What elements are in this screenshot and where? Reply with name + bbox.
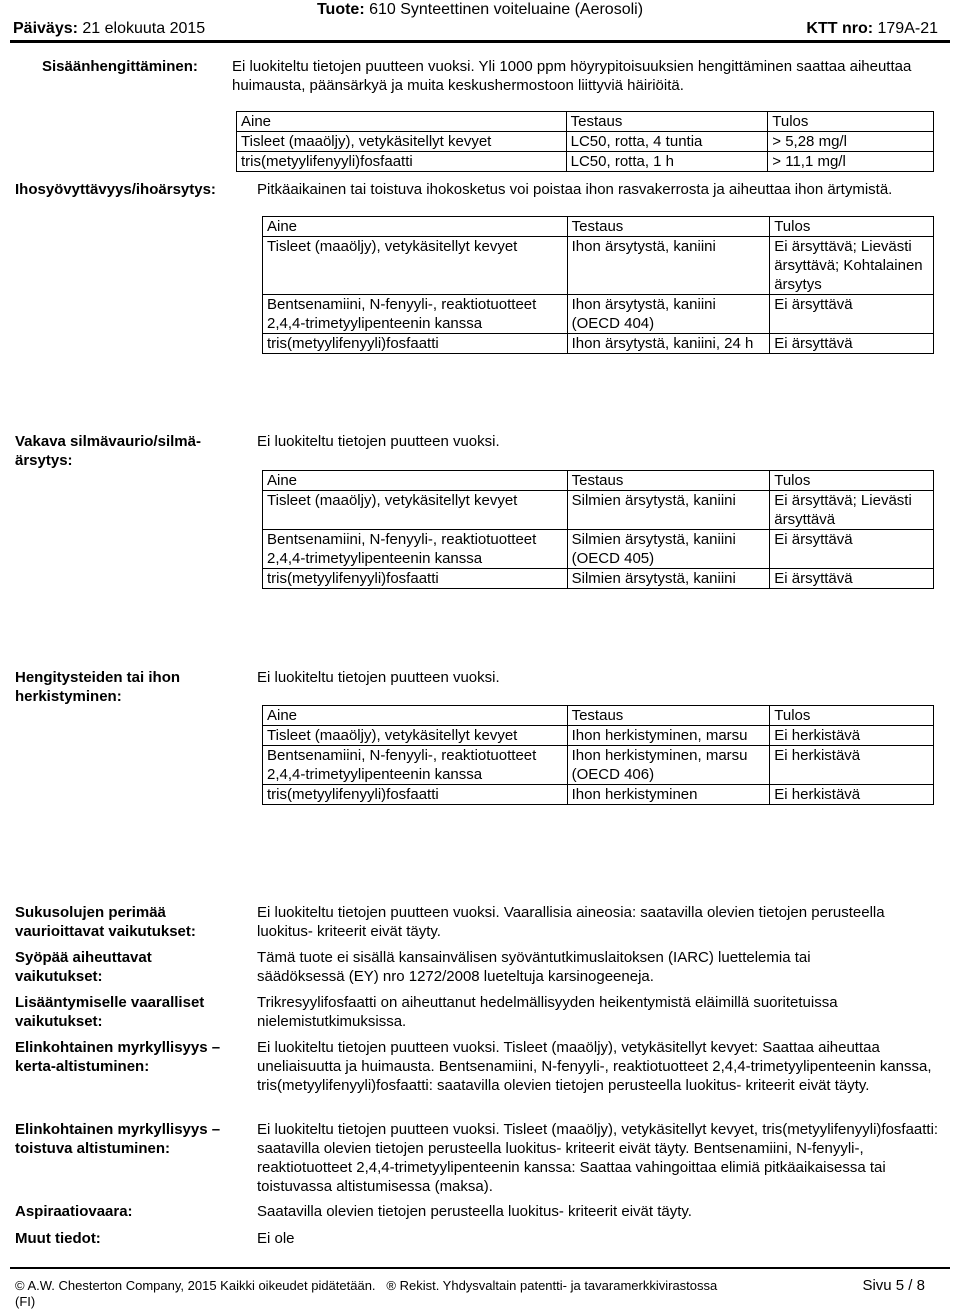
ktt-value: 179A-21 [877,20,938,37]
carcinogenic-label-line1: Syöpää aiheuttavat [15,949,152,966]
table-cell: Ei ärsyttävä [770,334,934,354]
table-cell: > 11,1 mg/l [768,152,934,172]
col-aine: Aine [237,112,567,132]
table-cell: Ihon ärsytystä, kaniini [567,237,770,295]
table-cell: Ei ärsyttävä; Lievästi ärsyttävä; Kohtalainen ärsytys [770,237,934,295]
stot-repeated-label [15,1120,220,1158]
aspiration-text: Saatavilla olevien tietojen perusteella luokitus- kriteerit eivät täyty. [257,1203,692,1220]
eye-label-line2: ärsytys: [15,452,73,469]
germ-label-line1: Sukusolujen perimää [15,904,166,921]
col-aine: Aine [263,471,568,491]
sensitization-text: Ei luokiteltu tietojen puutteen vuoksi. [257,669,500,686]
col-testaus: Testaus [566,112,768,132]
reproductive-label-line1: Lisääntymiselle vaaralliset [15,994,205,1011]
table-cell: Bentsenamiini, N-fenyyli-, reaktiotuotteet 2,4,4-trimetyylipenteenin kanssa [263,295,568,334]
table-row [263,334,934,354]
stot-single-label [15,1038,220,1076]
footer-lang: (FI) [15,1294,36,1309]
col-tulos: Tulos [770,706,934,726]
col-tulos: Tulos [770,217,934,237]
skin-text: Pitkäaikainen tai toistuva ihokosketus voi poistaa ihon rasvakerrosta ja aiheuttaa ihon ärtymistä. [257,181,893,198]
table-cell: Ei herkistävä [770,746,934,785]
product-label: Tuote: [316,1,365,18]
col-aine: Aine [263,217,568,237]
table-cell: LC50, rotta, 4 tuntia [566,132,768,152]
table-cell: > 5,28 mg/l [768,132,934,152]
table-cell: Bentsenamiini, N-fenyyli-, reaktiotuotteet 2,4,4-trimetyylipenteenin kanssa [263,530,568,569]
reproductive-label-line2: vaikutukset: [15,1013,103,1030]
table-header-row [263,217,934,237]
table-cell: Ei ärsyttävä [770,569,934,589]
table-row [263,237,934,295]
product-value: 610 Synteettinen voiteluaine (Aerosoli) [369,1,644,18]
table-cell: Ihon herkistyminen, marsu [567,726,770,746]
stot-repeated-label-line1: Elinkohtainen myrkyllisyys – [15,1121,221,1138]
date-value: 21 elokuuta 2015 [82,20,206,37]
sensitization-table [262,705,934,805]
table-cell: Silmien ärsytystä, kaniini [567,491,770,530]
table-cell: Silmien ärsytystä, kaniini (OECD 405) [567,530,770,569]
table-row [263,569,934,589]
table-cell: Ihon ärsytystä, kaniini (OECD 404) [567,295,770,334]
other-text: Ei ole [257,1230,295,1247]
product-header [0,0,960,20]
table-cell: Ei ärsyttävä [770,295,934,334]
table-cell: Tisleet (maaöljy), vetykäsitellyt kevyet [263,491,568,530]
table-cell: Ihon ärsytystä, kaniini, 24 h [567,334,770,354]
table-cell: Bentsenamiini, N-fenyyli-, reaktiotuotteet 2,4,4-trimetyylipenteenin kanssa [263,746,568,785]
inhalation-text: Ei luokiteltu tietojen puutteen vuoksi. Yli 1000 ppm höyrypitoisuuksien hengittäminen saattaa aiheuttaa huimausta, päänsärkyä ja muita keskushermostoon liittyviä häiriöitä. [232,58,912,94]
reproductive-label [15,993,204,1031]
col-testaus: Testaus [567,217,770,237]
footer-rule [10,1267,950,1269]
table-cell: tris(metyylifenyyli)fosfaatti [263,785,568,805]
stot-single-label-line1: Elinkohtainen myrkyllisyys – [15,1039,221,1056]
germ-text: Ei luokiteltu tietojen puutteen vuoksi. Vaarallisia aineosia: saatavilla olevien tietojen perusteella luokitus- kriteerit eivät täyty. [257,904,885,940]
table-cell: Ei herkistävä [770,726,934,746]
carcinogenic-label [15,948,152,986]
table-cell: tris(metyylifenyyli)fosfaatti [237,152,567,172]
table-cell: Tisleet (maaöljy), vetykäsitellyt kevyet [263,726,568,746]
date-label: Päiväys: [13,20,78,37]
table-row [237,152,934,172]
stot-repeated-label-line2: toistuva altistuminen: [15,1140,171,1157]
skin-table [262,216,934,354]
inhalation-label: Sisäänhengittäminen: [42,58,198,75]
germ-label [15,903,196,941]
sensitization-label [15,668,180,706]
carcinogenic-text: Tämä tuote ei sisällä kansainvälisen syöväntutkimuslaitoksen (IARC) luettelemia tai säädöksessä (EY) nro 1272/2008 lueteltuja karsinogeeneja. [257,949,811,985]
table-cell: Ei ärsyttävä [770,530,934,569]
stot-single-text: Ei luokiteltu tietojen puutteen vuoksi. Tisleet (maaöljy), vetykäsitellyt kevyet: Saattaa aiheuttaa uneliaisuutta ja huimausta. Bentsenamiini, N-fenyyli-, reaktiotuotteet 2,4,4-trimetyylipenteenin kanssa, tris(metyylifenyyli)fosfaatti: saatavilla olevien tietojen perusteella luokitus- kriteerit eivät täyty. [257,1039,932,1094]
header-rule [10,40,950,43]
other-label: Muut tiedot: [15,1230,101,1247]
inhalation-table [236,111,934,172]
table-header-row [237,112,934,132]
table-row [263,295,934,334]
ktt-header [806,19,938,39]
reproductive-text: Trikresyylifosfaatti on aiheuttanut hedelmällisyyden heikentymistä eläimillä suoritetuissa nielemistutkimuksissa. [257,994,838,1030]
sensitization-label-line1: Hengitysteiden tai ihon [15,669,181,686]
table-cell: Ihon herkistyminen [567,785,770,805]
col-testaus: Testaus [567,706,770,726]
table-row [263,746,934,785]
table-cell: Ei ärsyttävä; Lievästi ärsyttävä [770,491,934,530]
table-cell: tris(metyylifenyyli)fosfaatti [263,334,568,354]
table-cell: tris(metyylifenyyli)fosfaatti [263,569,568,589]
skin-label: Ihosyövyttävyys/ihoärsytys: [15,181,216,198]
stot-single-label-line2: kerta-altistuminen: [15,1058,150,1075]
table-row [263,530,934,569]
table-header-row [263,706,934,726]
table-row [263,785,934,805]
table-cell: Silmien ärsytystä, kaniini [567,569,770,589]
table-row [237,132,934,152]
sensitization-label-line2: herkistyminen: [15,688,122,705]
page-number: Sivu 5 / 8 [862,1277,925,1294]
table-header-row [263,471,934,491]
ktt-label: KTT nro: [806,20,874,37]
eye-label [15,432,201,470]
eye-table [262,470,934,589]
col-tulos: Tulos [768,112,934,132]
stot-repeated-text: Ei luokiteltu tietojen puutteen vuoksi. Tisleet (maaöljy), vetykäsitellyt kevyet, tris(metyylifenyyli)fosfaatti: saatavilla olevien tietojen perusteella luokitus- kriteerit eivät täyty. Bentsenamiini, N-fenyyli-, reaktiotuotteet 2,4,4-trimetyylipenteenin kanssa: Saattaa vahingoittaa elimiä pitkäaikaisessa tai toistuvassa altistumisessa (maksa). [257,1121,939,1195]
eye-text: Ei luokiteltu tietojen puutteen vuoksi. [257,433,500,450]
table-cell: Tisleet (maaöljy), vetykäsitellyt kevyet [263,237,568,295]
col-testaus: Testaus [567,471,770,491]
col-tulos: Tulos [770,471,934,491]
table-cell: Ei herkistävä [770,785,934,805]
table-cell: Ihon herkistyminen, marsu (OECD 406) [567,746,770,785]
footer-copyright: © A.W. Chesterton Company, 2015 Kaikki oikeudet pidätetään. ® Rekist. Yhdysvaltain patentti- ja tavaramerkkivirastossa [15,1278,718,1293]
table-cell: LC50, rotta, 1 h [566,152,768,172]
date-header [13,19,205,39]
table-row [263,726,934,746]
table-row [263,491,934,530]
table-cell: Tisleet (maaöljy), vetykäsitellyt kevyet [237,132,567,152]
carcinogenic-label-line2: vaikutukset: [15,968,103,985]
aspiration-label: Aspiraatiovaara: [15,1203,133,1220]
germ-label-line2: vaurioittavat vaikutukset: [15,923,196,940]
eye-label-line1: Vakava silmävaurio/silmä- [15,433,201,450]
col-aine: Aine [263,706,568,726]
